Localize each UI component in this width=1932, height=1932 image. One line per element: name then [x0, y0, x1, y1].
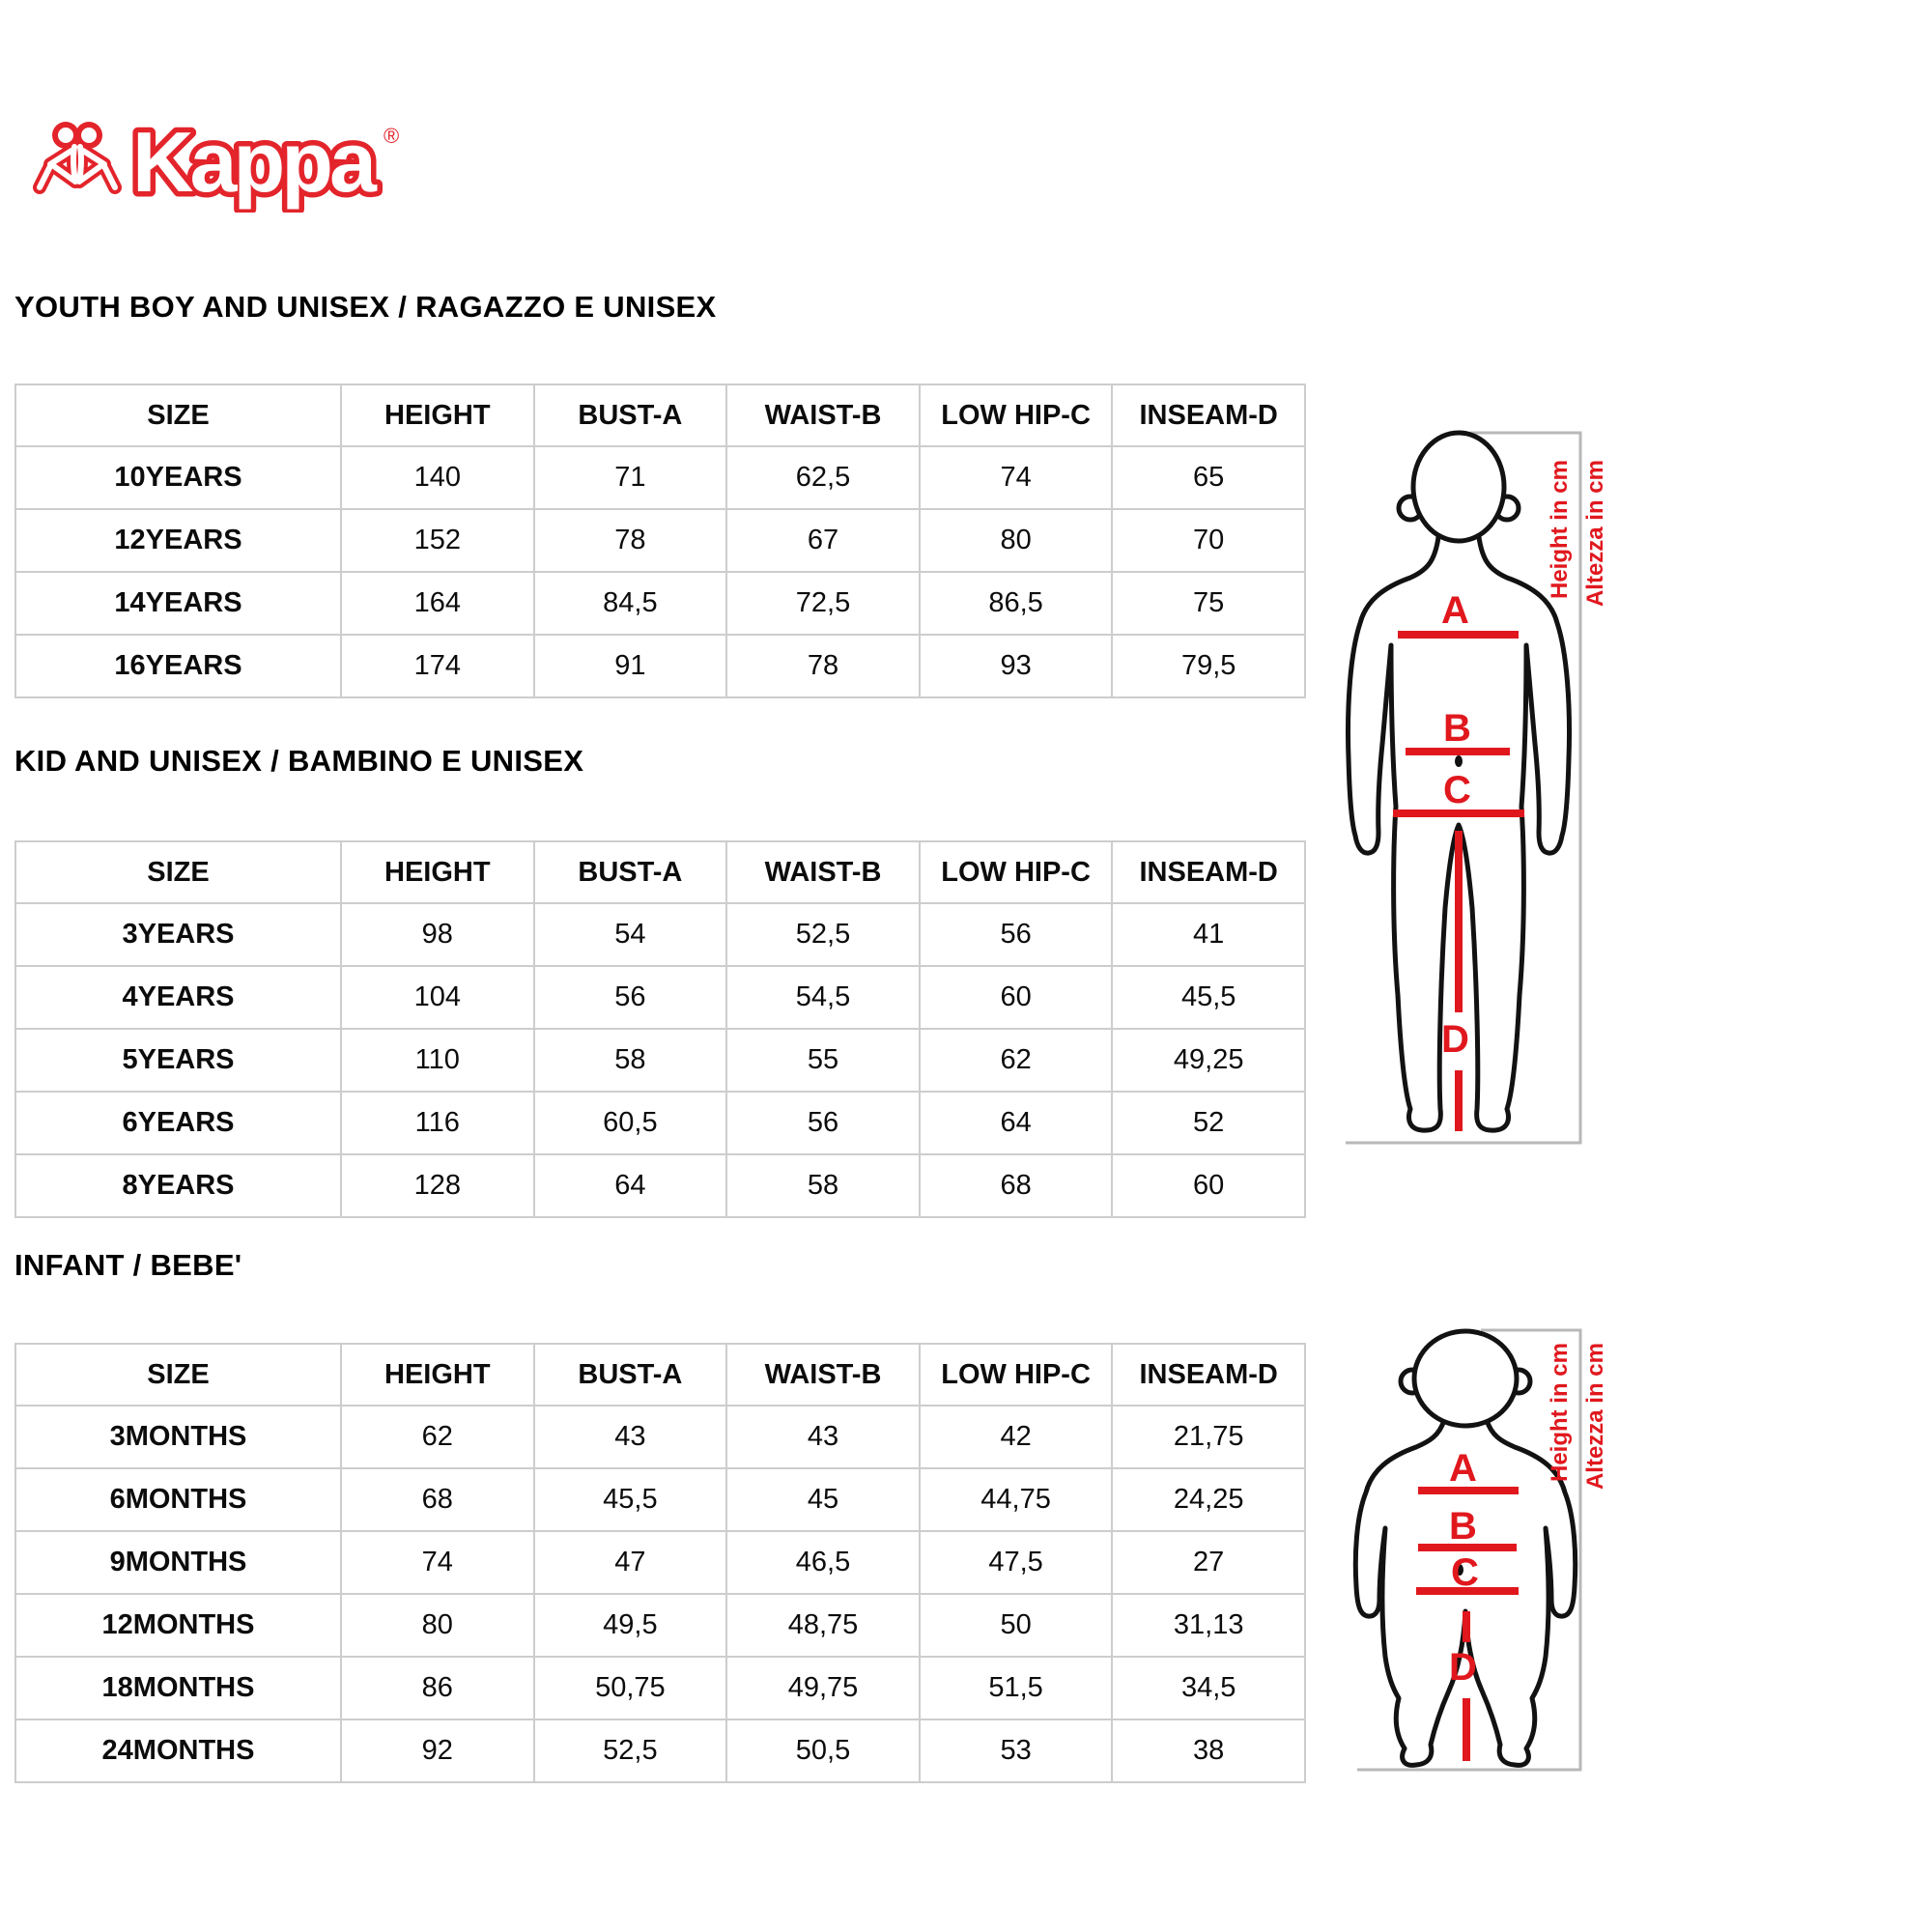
- value-cell: 58: [726, 1154, 920, 1217]
- value-cell: 34,5: [1112, 1657, 1305, 1719]
- table-row: [15, 1029, 1305, 1092]
- measure-label-b: B: [1449, 1505, 1477, 1548]
- column-header: INSEAM-D: [1112, 1344, 1305, 1406]
- header-row: [15, 1344, 1305, 1406]
- column-header: INSEAM-D: [1112, 841, 1305, 903]
- column-header: LOW HIP-C: [920, 384, 1113, 446]
- size-cell: 12MONTHS: [15, 1594, 341, 1657]
- value-cell: 48,75: [726, 1594, 920, 1657]
- value-cell: 43: [534, 1406, 727, 1468]
- table-row: [15, 1406, 1305, 1468]
- value-cell: 164: [341, 572, 534, 635]
- value-cell: 86,5: [920, 572, 1113, 635]
- measure-label-d: D: [1441, 1018, 1469, 1061]
- value-cell: 64: [534, 1154, 727, 1217]
- value-cell: 56: [726, 1092, 920, 1154]
- value-cell: 86: [341, 1657, 534, 1719]
- column-header: WAIST-B: [726, 1344, 920, 1406]
- value-cell: 42: [920, 1406, 1113, 1468]
- column-header: LOW HIP-C: [920, 1344, 1113, 1406]
- value-cell: 54: [534, 903, 727, 966]
- size-cell: 12YEARS: [15, 509, 341, 572]
- column-header: HEIGHT: [341, 1344, 534, 1406]
- infant-body-diagram: [1343, 1323, 1623, 1777]
- value-cell: 52,5: [726, 903, 920, 966]
- value-cell: 152: [341, 509, 534, 572]
- size-cell: 3YEARS: [15, 903, 341, 966]
- infant-size-table: [14, 1343, 1306, 1783]
- value-cell: 174: [341, 635, 534, 697]
- value-cell: 47: [534, 1531, 727, 1594]
- column-header: HEIGHT: [341, 384, 534, 446]
- value-cell: 92: [341, 1719, 534, 1782]
- value-cell: 79,5: [1112, 635, 1305, 697]
- infant-body-figure-icon: [1343, 1323, 1623, 1777]
- value-cell: 62: [920, 1029, 1113, 1092]
- measure-label-c: C: [1443, 769, 1471, 811]
- measure-label-a: A: [1449, 1447, 1477, 1490]
- value-cell: 65: [1112, 446, 1305, 509]
- table-row: [15, 446, 1305, 509]
- value-cell: 64: [920, 1092, 1113, 1154]
- value-cell: 60,5: [534, 1092, 727, 1154]
- value-cell: 104: [341, 966, 534, 1029]
- value-cell: 52,5: [534, 1719, 727, 1782]
- youth-body-figure-icon: [1343, 425, 1623, 1154]
- column-header: SIZE: [15, 384, 341, 446]
- youth-size-table: [14, 384, 1306, 698]
- value-cell: 80: [920, 509, 1113, 572]
- section-title-youth: YOUTH BOY AND UNISEX / RAGAZZO E UNISEX: [14, 290, 717, 324]
- table-row: [15, 903, 1305, 966]
- value-cell: 58: [534, 1029, 727, 1092]
- value-cell: 62: [341, 1406, 534, 1468]
- youth-body-diagram: [1343, 425, 1623, 1154]
- column-header: BUST-A: [534, 841, 727, 903]
- value-cell: 41: [1112, 903, 1305, 966]
- table-row: [15, 1531, 1305, 1594]
- header-row: [15, 841, 1305, 903]
- value-cell: 68: [920, 1154, 1113, 1217]
- table-row: [15, 1092, 1305, 1154]
- value-cell: 74: [920, 446, 1113, 509]
- value-cell: 75: [1112, 572, 1305, 635]
- kappa-omini-icon: [40, 122, 115, 187]
- value-cell: 52: [1112, 1092, 1305, 1154]
- size-cell: 9MONTHS: [15, 1531, 341, 1594]
- value-cell: 49,5: [534, 1594, 727, 1657]
- value-cell: 43: [726, 1406, 920, 1468]
- value-cell: 72,5: [726, 572, 920, 635]
- measure-label-c: C: [1451, 1551, 1479, 1594]
- size-cell: 5YEARS: [15, 1029, 341, 1092]
- size-cell: 18MONTHS: [15, 1657, 341, 1719]
- value-cell: 31,13: [1112, 1594, 1305, 1657]
- size-cell: 10YEARS: [15, 446, 341, 509]
- value-cell: 74: [341, 1531, 534, 1594]
- value-cell: 128: [341, 1154, 534, 1217]
- value-cell: 53: [920, 1719, 1113, 1782]
- value-cell: 55: [726, 1029, 920, 1092]
- registered-mark: ®: [384, 124, 400, 148]
- size-cell: 16YEARS: [15, 635, 341, 697]
- table-row: [15, 635, 1305, 697]
- value-cell: 98: [341, 903, 534, 966]
- table-row: [15, 572, 1305, 635]
- table-row: [15, 1594, 1305, 1657]
- value-cell: 67: [726, 509, 920, 572]
- height-caption-en: Height in cm: [1547, 1343, 1573, 1483]
- value-cell: 84,5: [534, 572, 727, 635]
- value-cell: 60: [1112, 1154, 1305, 1217]
- column-header: INSEAM-D: [1112, 384, 1305, 446]
- column-header: LOW HIP-C: [920, 841, 1113, 903]
- value-cell: 38: [1112, 1719, 1305, 1782]
- table-row: [15, 1154, 1305, 1217]
- kappa-wordmark: Kappa: [132, 114, 373, 210]
- value-cell: 50: [920, 1594, 1113, 1657]
- value-cell: 93: [920, 635, 1113, 697]
- value-cell: 70: [1112, 509, 1305, 572]
- column-header: WAIST-B: [726, 384, 920, 446]
- value-cell: 56: [920, 903, 1113, 966]
- value-cell: 116: [341, 1092, 534, 1154]
- column-header: BUST-A: [534, 1344, 727, 1406]
- size-cell: 6YEARS: [15, 1092, 341, 1154]
- size-cell: 6MONTHS: [15, 1468, 341, 1531]
- size-cell: 24MONTHS: [15, 1719, 341, 1782]
- value-cell: 54,5: [726, 966, 920, 1029]
- height-caption-it: Altezza in cm: [1582, 1343, 1608, 1491]
- value-cell: 44,75: [920, 1468, 1113, 1531]
- value-cell: 45,5: [534, 1468, 727, 1531]
- column-header: HEIGHT: [341, 841, 534, 903]
- column-header: WAIST-B: [726, 841, 920, 903]
- column-header: BUST-A: [534, 384, 727, 446]
- value-cell: 56: [534, 966, 727, 1029]
- size-cell: 8YEARS: [15, 1154, 341, 1217]
- column-header: SIZE: [15, 1344, 341, 1406]
- table-row: [15, 1719, 1305, 1782]
- size-cell: 3MONTHS: [15, 1406, 341, 1468]
- value-cell: 27: [1112, 1531, 1305, 1594]
- value-cell: 45: [726, 1468, 920, 1531]
- value-cell: 47,5: [920, 1531, 1113, 1594]
- height-caption-it: Altezza in cm: [1582, 460, 1608, 608]
- table-row: [15, 966, 1305, 1029]
- value-cell: 60: [920, 966, 1113, 1029]
- value-cell: 50,75: [534, 1657, 727, 1719]
- value-cell: 21,75: [1112, 1406, 1305, 1468]
- height-caption-en: Height in cm: [1547, 460, 1573, 600]
- value-cell: 110: [341, 1029, 534, 1092]
- size-cell: 4YEARS: [15, 966, 341, 1029]
- value-cell: 91: [534, 635, 727, 697]
- measure-label-a: A: [1441, 589, 1469, 632]
- section-title-kid: KID AND UNISEX / BAMBINO E UNISEX: [14, 744, 584, 778]
- measure-label-b: B: [1443, 707, 1471, 750]
- value-cell: 50,5: [726, 1719, 920, 1782]
- value-cell: 49,25: [1112, 1029, 1305, 1092]
- kappa-logo: [24, 106, 411, 213]
- value-cell: 51,5: [920, 1657, 1113, 1719]
- size-cell: 14YEARS: [15, 572, 341, 635]
- value-cell: 62,5: [726, 446, 920, 509]
- table-row: [15, 1468, 1305, 1531]
- value-cell: 24,25: [1112, 1468, 1305, 1531]
- value-cell: 49,75: [726, 1657, 920, 1719]
- value-cell: 45,5: [1112, 966, 1305, 1029]
- value-cell: 68: [341, 1468, 534, 1531]
- value-cell: 71: [534, 446, 727, 509]
- table-row: [15, 1657, 1305, 1719]
- value-cell: 78: [726, 635, 920, 697]
- table-row: [15, 509, 1305, 572]
- kid-size-table: [14, 840, 1306, 1218]
- column-header: SIZE: [15, 841, 341, 903]
- measure-label-d: D: [1449, 1646, 1477, 1689]
- value-cell: 140: [341, 446, 534, 509]
- value-cell: 80: [341, 1594, 534, 1657]
- header-row: [15, 384, 1305, 446]
- value-cell: 46,5: [726, 1531, 920, 1594]
- value-cell: 78: [534, 509, 727, 572]
- section-title-infant: INFANT / BEBE': [14, 1248, 242, 1282]
